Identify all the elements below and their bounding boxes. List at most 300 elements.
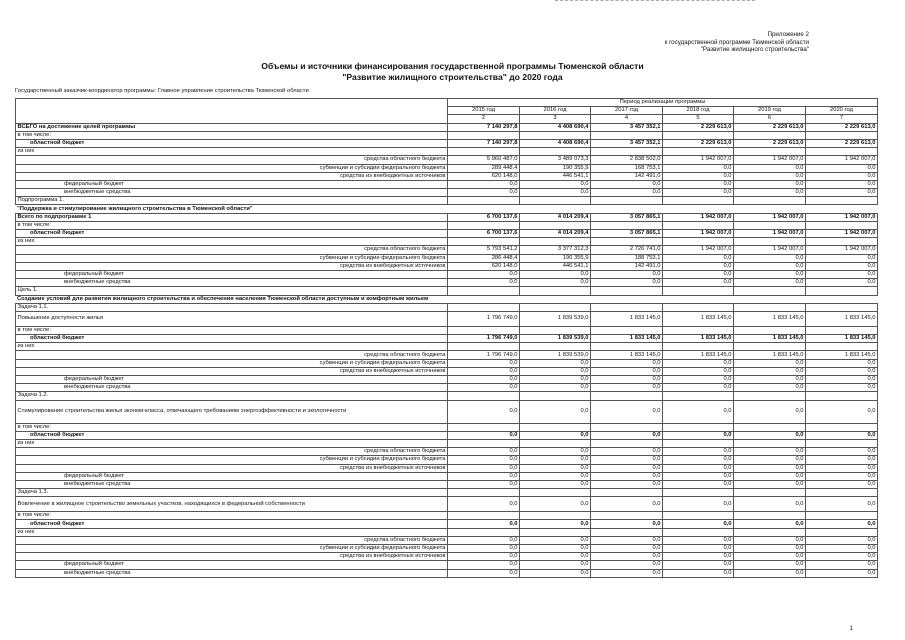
value-cell: 0,0 — [734, 279, 806, 287]
value-cell: 1 942 007,0 — [734, 213, 806, 221]
value-cell — [591, 423, 663, 431]
value-cell: 0,0 — [591, 553, 663, 561]
value-cell: 0,0 — [734, 464, 806, 472]
row-label: Задача 1.2. — [16, 392, 448, 400]
top-edge-rule — [555, 0, 755, 1]
value-cell: 0,0 — [591, 431, 663, 439]
value-cell — [806, 528, 878, 536]
value-cell: 0,0 — [734, 520, 806, 528]
value-cell: 3 489 073,3 — [520, 156, 591, 164]
value-cell — [591, 439, 663, 447]
row-label: из них — [16, 343, 448, 351]
value-cell: 0,0 — [663, 270, 734, 278]
value-cell — [806, 512, 878, 520]
value-cell: 2 229 613,0 — [734, 123, 806, 131]
value-cell — [806, 439, 878, 447]
value-cell — [448, 148, 520, 156]
title-line: "Развитие жилищного строительства" до 2020 года — [342, 71, 563, 82]
row-label: из них — [16, 148, 448, 156]
table-row — [16, 343, 878, 351]
value-cell: 0,0 — [448, 497, 520, 512]
value-cell: 0,0 — [448, 553, 520, 561]
value-cell: 0,0 — [806, 545, 878, 553]
value-cell: 0,0 — [591, 376, 663, 384]
value-cell: 0,0 — [591, 400, 663, 423]
value-cell: 1 839 539,0 — [520, 335, 591, 343]
value-cell: 0,0 — [806, 448, 878, 456]
value-cell: 0,0 — [591, 520, 663, 528]
value-cell: 0,0 — [663, 189, 734, 197]
row-label: из них — [16, 238, 448, 246]
value-cell: 0,0 — [448, 569, 520, 577]
value-cell: 0,0 — [734, 536, 806, 544]
table-row — [16, 295, 878, 303]
value-cell — [663, 197, 734, 205]
value-cell: 0,0 — [806, 164, 878, 172]
value-cell: 0,0 — [806, 384, 878, 392]
value-cell: 0,0 — [806, 561, 878, 569]
value-cell: 0,0 — [448, 189, 520, 197]
row-label: средства из внебюджетных источников — [16, 464, 448, 472]
value-cell: 0,0 — [734, 180, 806, 188]
table-row — [16, 197, 878, 205]
value-cell — [591, 131, 663, 139]
value-cell: 0,0 — [448, 520, 520, 528]
value-cell: 3 377 312,3 — [520, 246, 591, 254]
header-year: 2019 год — [734, 107, 806, 115]
table-row — [16, 287, 878, 295]
value-cell — [448, 343, 520, 351]
row-label: Стимулирование строительства жилья эконом-класса, отвечающего требованиям энергоэффективности и экологичности — [16, 400, 448, 423]
value-cell: 0,0 — [448, 279, 520, 287]
value-cell — [734, 221, 806, 229]
header-num: 4 — [591, 115, 663, 123]
value-cell: 0,0 — [734, 400, 806, 423]
value-cell — [806, 489, 878, 497]
table-row — [16, 139, 878, 147]
value-cell — [520, 303, 591, 311]
value-cell: 1 833 145,0 — [591, 311, 663, 326]
table-row — [16, 472, 878, 480]
value-cell — [734, 489, 806, 497]
value-cell — [520, 131, 591, 139]
value-cell: 446 541,1 — [520, 172, 591, 180]
value-cell: 6 700 137,6 — [448, 230, 520, 238]
value-cell: 0,0 — [663, 561, 734, 569]
value-cell: 0,0 — [663, 472, 734, 480]
value-cell — [806, 343, 878, 351]
value-cell: 1 833 145,0 — [806, 351, 878, 359]
value-cell — [520, 221, 591, 229]
value-cell — [520, 489, 591, 497]
value-cell: 0,0 — [591, 367, 663, 375]
value-cell — [448, 287, 520, 295]
value-cell — [448, 392, 520, 400]
value-cell: 0,0 — [520, 270, 591, 278]
value-cell: 0,0 — [663, 279, 734, 287]
value-cell — [448, 326, 520, 334]
table-row — [16, 448, 878, 456]
table-row — [16, 489, 878, 497]
value-cell: 0,0 — [663, 254, 734, 262]
value-cell: 0,0 — [520, 456, 591, 464]
value-cell: 0,0 — [663, 376, 734, 384]
value-cell: 0,0 — [734, 262, 806, 270]
row-label: областной бюджет — [16, 431, 448, 439]
value-cell: 0,0 — [520, 448, 591, 456]
value-cell: 446 541,1 — [520, 262, 591, 270]
table-row — [16, 254, 878, 262]
value-cell — [663, 326, 734, 334]
row-label: Цель 1. — [16, 287, 448, 295]
value-cell: 0,0 — [591, 359, 663, 367]
value-cell: 4 408 690,4 — [520, 139, 591, 147]
value-cell: 0,0 — [591, 569, 663, 577]
table-row — [16, 205, 878, 213]
value-cell: 0,0 — [448, 561, 520, 569]
value-cell: 620 148,0 — [448, 172, 520, 180]
appendix-note — [665, 31, 809, 54]
table-row — [16, 545, 878, 553]
table-row — [16, 392, 878, 400]
header-num: 5 — [663, 115, 734, 123]
value-cell — [591, 148, 663, 156]
table-row — [16, 553, 878, 561]
customer-line: Государственный заказчик-координатор программы: Главное управление строительства Тюменской области — [15, 88, 309, 94]
value-cell — [734, 439, 806, 447]
row-label: в том числе: — [16, 423, 448, 431]
value-cell — [806, 287, 878, 295]
row-label: федеральный бюджет — [16, 270, 448, 278]
table-row — [16, 156, 878, 164]
value-cell — [663, 131, 734, 139]
table-row — [16, 561, 878, 569]
value-cell: 2 726 741,0 — [591, 246, 663, 254]
value-cell: 0,0 — [520, 189, 591, 197]
value-cell: 0,0 — [520, 359, 591, 367]
table-row — [16, 528, 878, 536]
value-cell: 0,0 — [734, 472, 806, 480]
row-label: субвенции и субсидии федерального бюджета — [16, 359, 448, 367]
table-row — [16, 131, 878, 139]
value-cell: 0,0 — [734, 448, 806, 456]
row-label: Всего по подпрограмме 1 — [16, 213, 448, 221]
table-row — [16, 279, 878, 287]
value-cell: 0,0 — [520, 536, 591, 544]
value-cell: 0,0 — [734, 164, 806, 172]
value-cell: 0,0 — [448, 472, 520, 480]
value-cell: 0,0 — [806, 536, 878, 544]
value-cell — [520, 528, 591, 536]
header-period: Период реализации программы — [448, 99, 878, 107]
value-cell: 0,0 — [448, 270, 520, 278]
value-cell: 0,0 — [448, 180, 520, 188]
table-row — [16, 148, 878, 156]
table-row — [16, 238, 878, 246]
value-cell — [448, 423, 520, 431]
value-cell: 2 229 613,0 — [663, 123, 734, 131]
value-cell: 1 942 007,0 — [663, 213, 734, 221]
value-cell: 0,0 — [734, 456, 806, 464]
value-cell — [520, 326, 591, 334]
value-cell: 1 839 539,0 — [520, 351, 591, 359]
header-year: 2018 год — [663, 107, 734, 115]
value-cell: 0,0 — [663, 497, 734, 512]
value-cell — [806, 221, 878, 229]
row-label: средства областного бюджета — [16, 351, 448, 359]
value-cell — [448, 512, 520, 520]
row-label: в том числе: — [16, 512, 448, 520]
value-cell: 0,0 — [591, 480, 663, 488]
table-row — [16, 376, 878, 384]
table-row — [16, 311, 878, 326]
table-row — [16, 423, 878, 431]
value-cell — [448, 197, 520, 205]
value-cell — [734, 197, 806, 205]
header-num: 3 — [520, 115, 591, 123]
value-cell: 0,0 — [663, 431, 734, 439]
value-cell: 0,0 — [806, 431, 878, 439]
value-cell: 0,0 — [520, 561, 591, 569]
value-cell: 0,0 — [448, 456, 520, 464]
value-cell — [448, 439, 520, 447]
value-cell: 289 448,4 — [448, 164, 520, 172]
value-cell — [806, 238, 878, 246]
value-cell — [591, 489, 663, 497]
header-year: 2020 год — [806, 107, 878, 115]
value-cell — [591, 303, 663, 311]
value-cell: 6 700 137,6 — [448, 213, 520, 221]
value-cell: 1 796 749,0 — [448, 311, 520, 326]
value-cell: 0,0 — [734, 367, 806, 375]
value-cell: 0,0 — [663, 172, 734, 180]
row-label: внебюджетные средства — [16, 384, 448, 392]
value-cell: 0,0 — [520, 279, 591, 287]
value-cell: 0,0 — [806, 172, 878, 180]
value-cell: 1 942 007,0 — [806, 246, 878, 254]
value-cell: 3 057 865,1 — [591, 230, 663, 238]
value-cell — [734, 528, 806, 536]
table-row — [16, 367, 878, 375]
value-cell: 0,0 — [663, 464, 734, 472]
value-cell: 0,0 — [663, 180, 734, 188]
value-cell — [520, 238, 591, 246]
table-row — [16, 246, 878, 254]
value-cell: 0,0 — [806, 553, 878, 561]
value-cell: 0,0 — [520, 569, 591, 577]
value-cell: 0,0 — [806, 464, 878, 472]
table-row — [16, 303, 878, 311]
header-year: 2016 год — [520, 107, 591, 115]
value-cell: 0,0 — [591, 270, 663, 278]
value-cell — [734, 326, 806, 334]
value-cell: 1 833 145,0 — [806, 311, 878, 326]
row-label: Задача 1.3. — [16, 489, 448, 497]
value-cell: 0,0 — [663, 480, 734, 488]
table-row — [16, 456, 878, 464]
row-label: областной бюджет — [16, 520, 448, 528]
row-label: Создание условий для развития жилищного строительства и обеспечения населения Тюменской области доступным и комфортным жильем — [16, 295, 878, 303]
row-label: средства из внебюджетных источников — [16, 367, 448, 375]
value-cell — [806, 197, 878, 205]
value-cell — [591, 343, 663, 351]
value-cell: 0,0 — [448, 545, 520, 553]
value-cell: 0,0 — [734, 359, 806, 367]
row-label: областной бюджет — [16, 230, 448, 238]
value-cell: 0,0 — [806, 497, 878, 512]
row-label: внебюджетные средства — [16, 279, 448, 287]
value-cell: 190 355,9 — [520, 164, 591, 172]
table-row — [16, 351, 878, 359]
value-cell: 0,0 — [448, 367, 520, 375]
value-cell: 1 833 145,0 — [663, 311, 734, 326]
row-label: Вовлечение в жилищное строительство земельных участков, находящихся в федеральной собственности — [16, 497, 448, 512]
value-cell — [448, 131, 520, 139]
value-cell: 0,0 — [663, 359, 734, 367]
header-year: 2015 год — [448, 107, 520, 115]
value-cell — [591, 287, 663, 295]
value-cell: 2 838 502,0 — [591, 156, 663, 164]
value-cell — [806, 392, 878, 400]
row-label: субвенции и субсидии федерального бюджета — [16, 164, 448, 172]
value-cell: 0,0 — [663, 456, 734, 464]
table-row — [16, 431, 878, 439]
row-label: средства из внебюджетных источников — [16, 262, 448, 270]
value-cell: 0,0 — [806, 520, 878, 528]
value-cell: 1 942 007,0 — [734, 246, 806, 254]
value-cell: 0,0 — [734, 189, 806, 197]
row-label: внебюджетные средства — [16, 480, 448, 488]
value-cell: 1 833 145,0 — [591, 335, 663, 343]
value-cell: 1 833 145,0 — [806, 335, 878, 343]
value-cell: 0,0 — [734, 569, 806, 577]
value-cell: 1 796 749,0 — [448, 335, 520, 343]
value-cell — [734, 131, 806, 139]
value-cell: 0,0 — [806, 279, 878, 287]
table-row — [16, 520, 878, 528]
value-cell: 0,0 — [806, 254, 878, 262]
value-cell: 0,0 — [663, 262, 734, 270]
row-label: в том числе: — [16, 326, 448, 334]
value-cell: 0,0 — [520, 497, 591, 512]
value-cell: 0,0 — [591, 464, 663, 472]
value-cell: 0,0 — [734, 376, 806, 384]
value-cell: 0,0 — [806, 359, 878, 367]
table-row — [16, 326, 878, 334]
value-cell — [663, 148, 734, 156]
value-cell — [663, 512, 734, 520]
value-cell: 4 014 209,4 — [520, 213, 591, 221]
value-cell: 188 753,1 — [591, 254, 663, 262]
row-label: внебюджетные средства — [16, 189, 448, 197]
value-cell: 0,0 — [806, 472, 878, 480]
document-title — [0, 61, 905, 82]
funding-table — [15, 98, 878, 578]
value-cell — [806, 148, 878, 156]
title-line: Объемы и источники финансирования государственной программы Тюменской области — [261, 61, 644, 71]
header-year: 2017 год — [591, 107, 663, 115]
value-cell: 1 833 145,0 — [734, 351, 806, 359]
value-cell: 0,0 — [806, 367, 878, 375]
value-cell — [591, 221, 663, 229]
value-cell: 1 833 145,0 — [734, 311, 806, 326]
value-cell: 142 491,0 — [591, 262, 663, 270]
value-cell: 0,0 — [591, 561, 663, 569]
row-label: средства областного бюджета — [16, 156, 448, 164]
value-cell: 0,0 — [663, 367, 734, 375]
value-cell — [663, 238, 734, 246]
value-cell — [663, 343, 734, 351]
value-cell — [806, 326, 878, 334]
row-label: внебюджетные средства — [16, 569, 448, 577]
row-label: из них — [16, 439, 448, 447]
value-cell — [520, 148, 591, 156]
value-cell: 1 796 749,0 — [448, 351, 520, 359]
table-row — [16, 180, 878, 188]
value-cell: 0,0 — [663, 448, 734, 456]
value-cell: 0,0 — [663, 384, 734, 392]
value-cell — [734, 392, 806, 400]
value-cell: 1 942 007,0 — [734, 156, 806, 164]
value-cell: 0,0 — [806, 180, 878, 188]
value-cell — [448, 238, 520, 246]
table-row — [16, 464, 878, 472]
value-cell: 0,0 — [520, 480, 591, 488]
value-cell: 0,0 — [520, 400, 591, 423]
value-cell: 142 491,0 — [591, 172, 663, 180]
table-row — [16, 270, 878, 278]
row-label: областной бюджет — [16, 335, 448, 343]
value-cell: 1 833 145,0 — [734, 335, 806, 343]
value-cell: 1 942 007,0 — [663, 246, 734, 254]
value-cell: 5 793 541,2 — [448, 246, 520, 254]
value-cell: 0,0 — [663, 520, 734, 528]
value-cell — [591, 326, 663, 334]
value-cell: 3 057 865,1 — [591, 213, 663, 221]
value-cell: 0,0 — [663, 164, 734, 172]
value-cell: 0,0 — [448, 536, 520, 544]
row-label: федеральный бюджет — [16, 180, 448, 188]
value-cell: 1 833 145,0 — [591, 351, 663, 359]
value-cell — [663, 439, 734, 447]
value-cell — [448, 221, 520, 229]
table-row — [16, 164, 878, 172]
value-cell — [663, 423, 734, 431]
table-row — [16, 230, 878, 238]
value-cell: 0,0 — [806, 376, 878, 384]
row-label: из них — [16, 528, 448, 536]
value-cell: 1 839 539,0 — [520, 311, 591, 326]
value-cell — [734, 512, 806, 520]
row-label: в том числе: — [16, 221, 448, 229]
table-row — [16, 359, 878, 367]
row-label: областной бюджет — [16, 139, 448, 147]
row-label: средства областного бюджета — [16, 448, 448, 456]
value-cell: 0,0 — [448, 376, 520, 384]
value-cell: 0,0 — [520, 367, 591, 375]
value-cell: 0,0 — [591, 472, 663, 480]
value-cell: 0,0 — [734, 480, 806, 488]
row-label: ВСЕГО на достижение целей программы — [16, 123, 448, 131]
value-cell — [520, 392, 591, 400]
row-label: федеральный бюджет — [16, 472, 448, 480]
value-cell — [520, 423, 591, 431]
value-cell: 1 942 007,0 — [663, 156, 734, 164]
value-cell — [806, 131, 878, 139]
value-cell: 0,0 — [591, 497, 663, 512]
row-label: субвенции и субсидии федерального бюджета — [16, 456, 448, 464]
value-cell — [520, 343, 591, 351]
